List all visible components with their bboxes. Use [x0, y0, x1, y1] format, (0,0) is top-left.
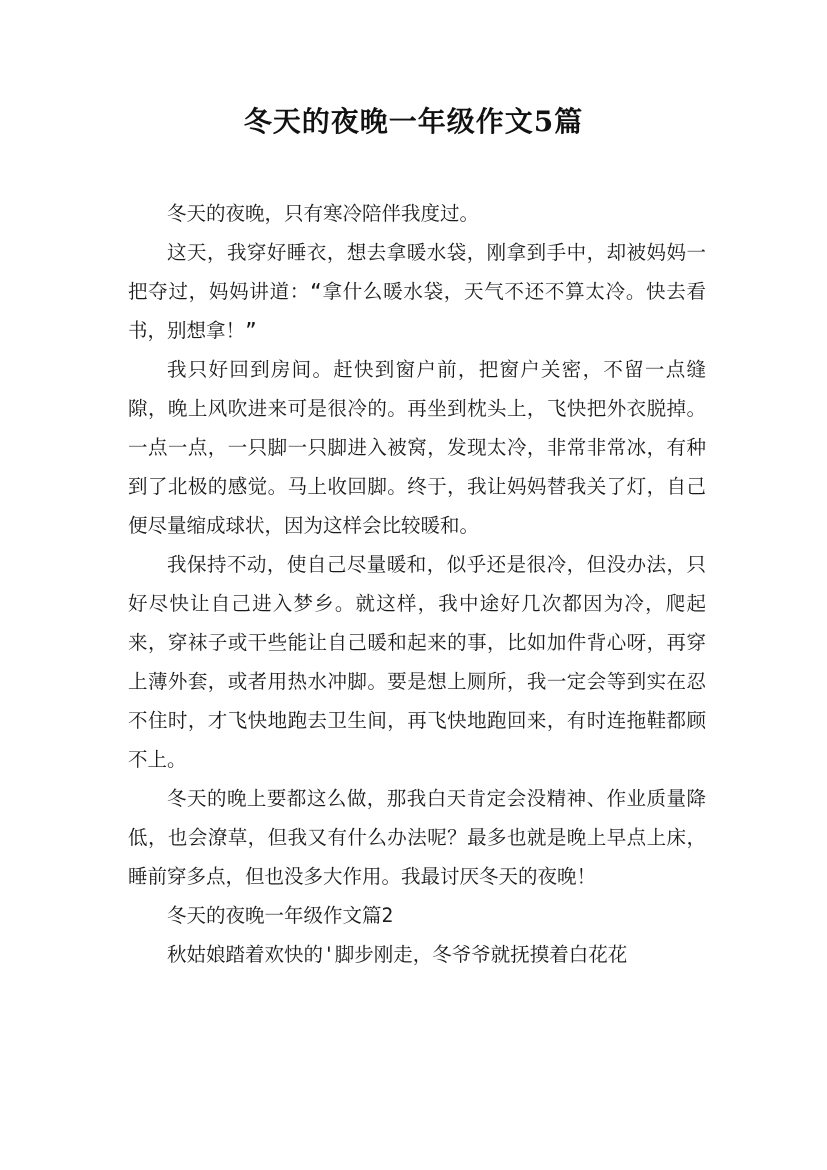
section-heading: 冬天的夜晚一年级作文篇2 — [167, 904, 394, 927]
paragraph: 冬天的夜晚，只有寒冷陪伴我度过。 — [167, 202, 480, 225]
document-body — [128, 194, 706, 974]
paragraph: 这天，我穿好睡衣，想去拿暖水袋，刚拿到手中，却被妈妈一把夺过，妈妈讲道：“拿什么暖水袋，天气不还不算太冷。快去看书，别想拿！” — [128, 241, 706, 342]
paragraph: 我保持不动，使自己尽量暖和，似乎还是很冷，但没办法，只好尽快让自己进入梦乡。就这样，我中途好几次都因为冷，爬起来，穿袜子或干些能让自己暖和起来的事，比如加件背心呀，再穿上薄外套，或者用热水冲脚。要是想上厕所，我一定会等到实在忍不住时，才飞快地跑去卫生间，再飞快地跑回来，有时连拖鞋都顾不上。 — [128, 553, 706, 771]
paragraph: 秋姑娘踏着欢快的'脚步刚走，冬爷爷就抚摸着白花花 — [167, 943, 628, 966]
paragraph: 冬天的晚上要都这么做，那我白天肯定会没精神、作业质量降低，也会潦草，但我又有什么办法呢？最多也就是晚上早点上床，睡前穿多点，但也没多大作用。我最讨厌冬天的夜晚！ — [128, 787, 706, 888]
document-title: 冬天的夜晚一年级作文5篇 — [243, 105, 584, 138]
paragraph: 我只好回到房间。赶快到窗户前，把窗户关密，不留一点缝隙，晚上风吹进来可是很冷的。再坐到枕头上，飞快把外衣脱掉。一点一点，一只脚一只脚进入被窝，发现太冷，非常非常冰，有种到了北极的感觉。马上收回脚。终于，我让妈妈替我关了灯，自己便尽量缩成球状，因为这样会比较暖和。 — [128, 358, 706, 537]
